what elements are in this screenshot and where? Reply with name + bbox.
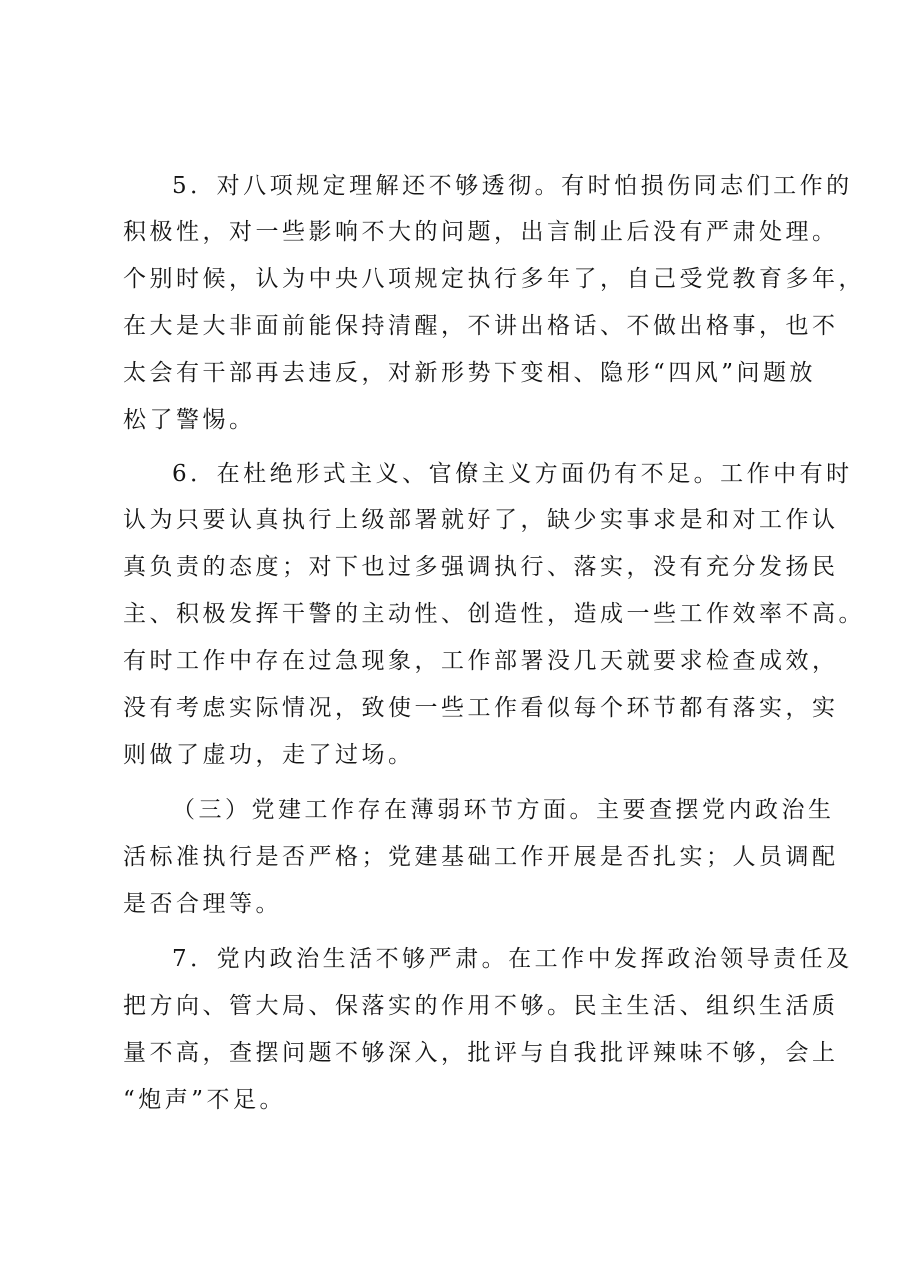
paragraph-7-line-4: “炮声”不足。 [123,1087,287,1113]
section-3-heading-line-3: 是否合理等。 [123,891,282,917]
paragraph-6-line-2: 认为只要认真执行上级部署就好了，缺少实事求是和对工作认 [123,507,839,533]
paragraph-6-line-5: 有时工作中存在过急现象，工作部署没几天就要求检查成效， [123,648,839,674]
section-3-heading-line-1: （三）党建工作存在薄弱环节方面。主要查摆党内政治生 [172,797,835,823]
paragraph-5-line-3: 个别时候，认为中央八项规定执行多年了，自己受党教育多年， [123,266,865,292]
paragraph-7-line-3: 量不高，查摆问题不够深入，批评与自我批评辣味不够，会上 [123,1040,839,1066]
paragraph-7-line-2: 把方向、管大局、保落实的作用不够。民主生活、组织生活质 [123,993,839,1019]
paragraph-6-line-3: 真负责的态度；对下也过多强调执行、落实，没有充分发扬民 [123,554,839,580]
paragraph-5-line-2: 积极性，对一些影响不大的问题，出言制止后没有严肃处理。 [123,219,839,245]
paragraph-5-line-4: 在大是大非面前能保持清醒，不讲出格话、不做出格事，也不 [123,313,839,339]
paragraph-6-line-1: 6．在杜绝形式主义、官僚主义方面仍有不足。工作中有时 [172,461,853,487]
paragraph-5-line-1: 5．对八项规定理解还不够透彻。有时怕损伤同志们工作的 [172,173,853,199]
paragraph-5-line-6: 松了警惕。 [123,407,256,433]
paragraph-6-line-4: 主、积极发挥干警的主动性、创造性，造成一些工作效率不高。 [123,601,865,627]
paragraph-7-line-1: 7．党内政治生活不够严肃。在工作中发挥政治领导责任及 [172,946,853,972]
paragraph-6-line-6: 没有考虑实际情况，致使一些工作看似每个环节都有落实，实 [123,695,839,721]
paragraph-6-line-7: 则做了虚功，走了过场。 [123,742,415,768]
section-3-heading-line-2: 活标准执行是否严格；党建基础工作开展是否扎实；人员调配 [123,844,839,870]
paragraph-5-line-5: 太会有干部再去违反，对新形势下变相、隐形“四风”问题放 [123,360,817,386]
